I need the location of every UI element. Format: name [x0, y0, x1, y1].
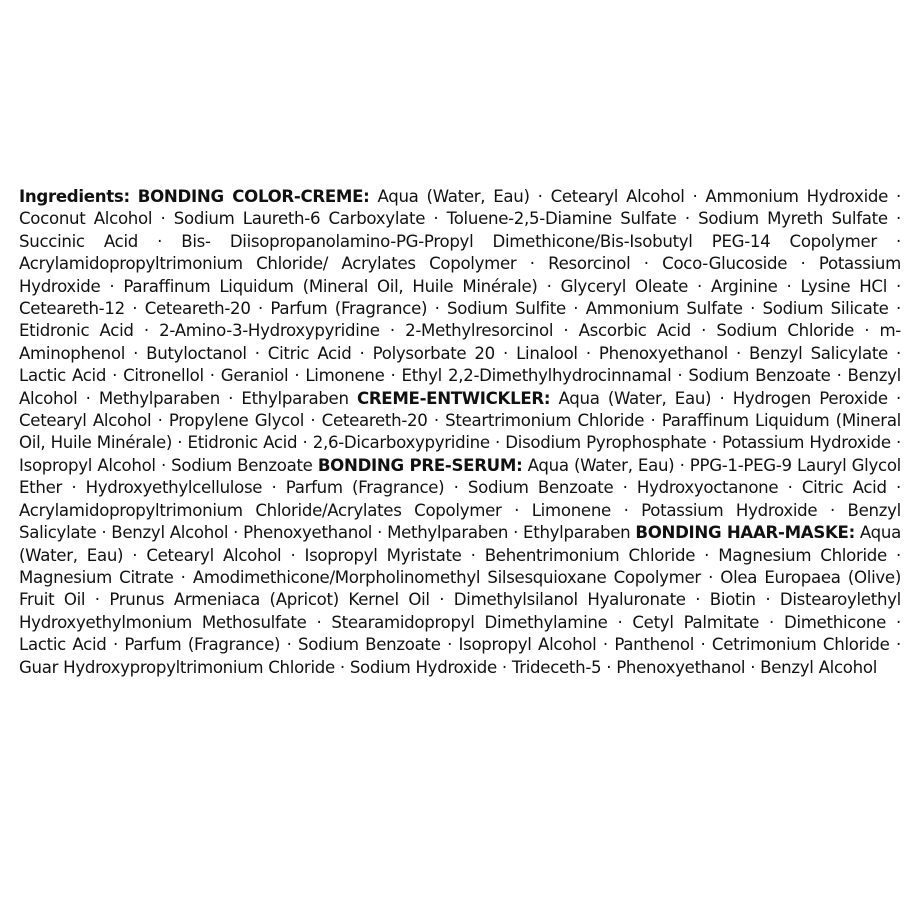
section-name-haar-maske: BONDING HAAR-MASKE:	[635, 523, 855, 543]
section-text-color-creme: Aqua (Water, Eau) · Cetearyl Alcohol · Ammonium Hydroxide · Coconut Alcohol · Sodium Laureth-6 Carboxylate · Toluene-2,5-Diamine Sulfate · Sodium Myreth Sulfate · Succinic Acid · Bis- Diisopropanolamino-PG-Propyl Dimethicone/Bis-Isobutyl PEG-14 Copolymer · Acrylamidopropyltrimonium Chloride/ Acrylates Copolymer · Resorcinol · Coco-Glucoside · Potassium Hydroxide · Paraffinum Liquidum (Mineral Oil, Huile Minérale) · Glyceryl Oleate · Arginine · Lysine HCl · Ceteareth-12 · Ceteareth-20 · Parfum (Fragrance) · Sodium Sulfite · Ammonium Sulfate · Sodium Silicate · Etidronic Acid · 2-Amino-3-Hydroxypyridine · 2-Methylresorcinol · Ascorbic Acid · Sodium Chloride · m-Aminophenol · Butyloctanol · Citric Acid · Polysorbate 20 · Linalool · Phenoxyethanol · Benzyl Salicylate · Lactic Acid · Citronellol · Geraniol · Limonene · Ethyl 2,2-Dimethylhydrocinnamal · Sodium Benzoate · Benzyl Alcohol · Methylparaben · Ethylparaben	[19, 187, 902, 408]
ingredients-heading: Ingredients:	[19, 187, 130, 206]
section-text-creme-entwickler: Aqua (Water, Eau) · Hydrogen Peroxide · Cetearyl Alcohol · Propylene Glycol · Ceteareth-20 · Steartrimonium Chloride · Paraffinum Liquidum (Mineral Oil, Huile Minérale) · Etidronic Acid · 2,6-Dicarboxypyridine · Disodium Pyrophosphate · Potassium Hydroxide · Isopropyl Alcohol · Sodium Benzoate	[19, 388, 901, 475]
section-text-pre-serum: Aqua (Water, Eau) · PPG-1-PEG-9 Lauryl Glycol Ether · Hydroxyethylcellulose · Parfum (Fragrance) · Sodium Benzoate · Hydroxyoctanone · Citric Acid · Acrylamidopropyltrimonium Chloride/Acrylates Copolymer · Limonene · Potassium Hydroxide · Benzyl Salicylate · Benzyl Alcohol · Phenoxyethanol · Methylparaben · Ethylparaben	[19, 455, 901, 543]
section-text-haar-maske: Aqua (Water, Eau) · Cetearyl Alcohol · Isopropyl Myristate · Behentrimonium Chloride · Magnesium Chloride · Magnesium Citrate · Amodimethicone/Morpholinomethyl Silsesquioxane Copolymer · Olea Europaea (Olive) Fruit Oil · Prunus Armeniaca (Apricot) Kernel Oil · Dimethylsilanol Hyaluronate · Biotin · Distearoylethyl Hydroxyethylmonium Methosulfate · Stearamidopropyl Dimethylamine · Cetyl Palmitate · Dimethicone · Lactic Acid · Parfum (Fragrance) · Sodium Benzoate · Isopropyl Alcohol · Panthenol · Cetrimonium Chloride · Guar Hydroxypropyltrimonium Chloride · Sodium Hydroxide · Trideceth-5 · Phenoxyethanol · Benzyl Alcohol	[19, 523, 901, 677]
section-name-creme-entwickler: CREME-ENTWICKLER:	[356, 388, 551, 408]
ingredients-paragraph	[19, 186, 901, 679]
section-name-pre-serum: BONDING PRE-SERUM:	[317, 455, 523, 475]
section-name-color-creme: BONDING COLOR-CREME:	[137, 187, 370, 206]
ingredients-label	[19, 186, 901, 679]
